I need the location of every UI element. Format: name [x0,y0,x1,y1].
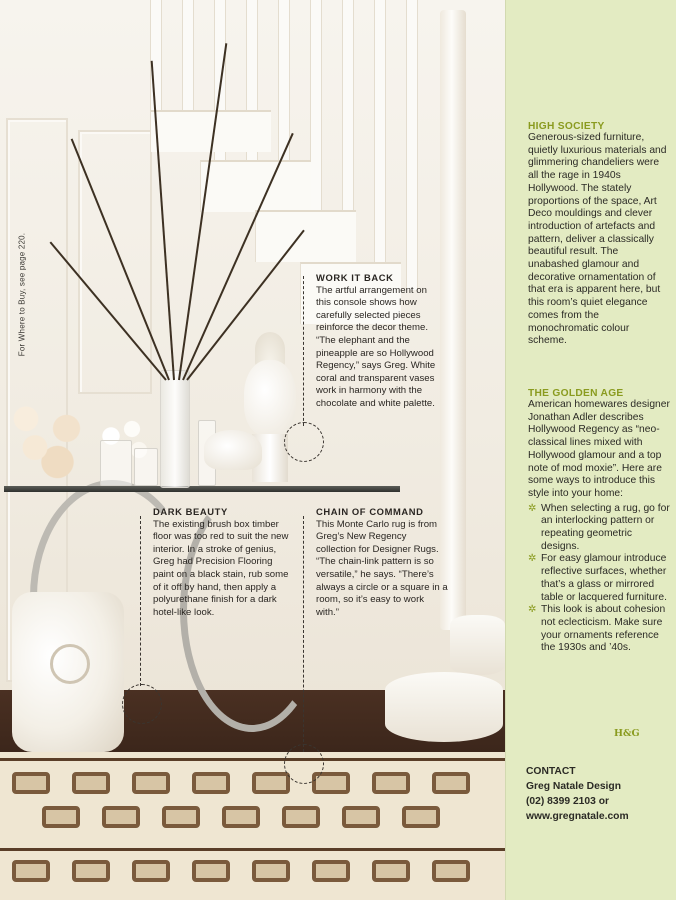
rug-chain-link [342,806,380,828]
rug-chain-link [42,806,80,828]
stair-landing-round [450,615,505,675]
tip-item [528,553,670,604]
section-body: American homewares designer Jonathan Adler describes Hollywood Regency as “neo-classical lines mixed with Hollywood glamour and a top note of mod moxie”. Here are some ways to introduce this style into your home: [528,399,670,499]
green-sidebar [505,0,676,900]
contact-company: Greg Natale Design [526,781,621,792]
callout-ring [284,422,324,462]
rug-border-line [0,848,505,851]
rug-chain-link [372,860,410,882]
stair-baluster [406,0,418,290]
contact-heading: CONTACT [526,766,576,777]
section-golden-age [528,388,670,655]
rug-chain-link [72,772,110,794]
caption-dark-beauty [153,506,295,619]
rug-chain-link [192,860,230,882]
rug-chain-link [102,806,140,828]
stool-medallion [50,644,90,684]
stair-step [200,160,311,212]
tall-glass-vase [160,370,190,488]
contact-block [526,764,671,824]
tip-text: For easy glamour introduce reflective surfaces, whether that’s a glass or mirrored table or lacquered furniture. [541,553,667,603]
contact-phone: (02) 8399 2103 or [526,796,610,807]
rug-chain-link [402,806,440,828]
rug-chain-link [222,806,260,828]
rug-chain-link [252,860,290,882]
glass-console-top [4,486,400,492]
tip-text: When selecting a rug, go for an interlocking pattern or repeating geometric designs. [541,502,670,552]
callout-leader-line [303,516,304,752]
asterisk-bullet-icon: ✲ [528,604,537,616]
section-heading: THE GOLDEN AGE [528,388,624,399]
rug-chain-link [132,772,170,794]
stair-baluster [374,0,386,270]
caption-body: The existing brush box timber floor was too red to suit the new interior. In a stroke of genius, Greg had Precision Flooring paint on a black stain, rub some of it off by hand, then apply a polyurethane finish for a dark hotel-like look. [153,518,289,618]
section-body: Generous-sized furniture, quietly luxurious materials and glimmering chandeliers were all the rage in 1940s Hollywood. The stately proportions of the space, Art Deco mouldings and clever introduction of artefacts and pattern, deliver a classically beautiful result. The unabashed glamour and decorative ornamentation of that era is apparent here, but this room’s quiet elegance comes from the monochromatic colour scheme. [528,132,667,347]
callout-ring [284,744,324,784]
tip-text: This look is about cohesion not eclecticism. Make sure your ornaments reference the 1930s and ’40s. [541,604,666,654]
rug-chain-link [282,806,320,828]
tip-item [528,604,670,655]
caption-body: This Monte Carlo rug is from Greg’s New Regency collection for Designer Rugs. “The chain-link pattern is so versatile,” he says. “There’s always a circle or a square in a room, so it’s easy to work with.” [316,518,448,618]
caption-body: The artful arrangement on this console shows how carefully selected pieces reinforce the decor theme. “The elephant and the pineapple are so Hollywood Regency,” says Greg. White coral and transparent vases work in harmony with the chocolate and white palette. [316,284,436,409]
stair-base-round-step [385,672,503,742]
rug-chain-link [132,860,170,882]
chain-link-rug [0,752,505,900]
caption-title: WORK IT BACK [316,272,394,283]
rug-chain-link [432,772,470,794]
rug-chain-link [12,772,50,794]
stair-step [255,210,356,262]
section-high-society [528,121,670,348]
rug-chain-link [72,860,110,882]
white-pineapple-ornament [244,360,296,436]
tips-list [528,503,670,655]
caption-title: DARK BEAUTY [153,506,228,517]
rug-chain-link [252,772,290,794]
white-ceramic-garden-stool [12,592,124,752]
section-heading: HIGH SOCIETY [528,121,605,132]
caption-work-it-back [316,272,444,411]
callout-ring [122,684,162,724]
wall-panel-moulding [78,130,152,394]
tip-item [528,503,670,554]
glass-vase [134,448,158,486]
where-to-buy-credit: For Where to Buy, see page 220. [17,232,27,357]
hg-signature-logo: H&G [614,728,640,739]
white-coral [8,390,98,486]
callout-leader-line [140,516,141,686]
rug-chain-link [312,860,350,882]
caption-chain-of-command [316,506,448,619]
stair-baluster [310,0,322,230]
white-elephant-ornament [204,430,262,470]
glass-vase [100,440,132,486]
rug-border-line [0,758,505,761]
asterisk-bullet-icon: ✲ [528,502,537,514]
rug-chain-link [12,860,50,882]
asterisk-bullet-icon: ✲ [528,553,537,565]
rug-chain-link [432,860,470,882]
rug-chain-link [372,772,410,794]
callout-leader-line [303,276,304,426]
contact-website[interactable]: www.gregnatale.com [526,811,629,822]
rug-chain-link [162,806,200,828]
caption-title: CHAIN OF COMMAND [316,506,424,517]
rug-chain-link [192,772,230,794]
